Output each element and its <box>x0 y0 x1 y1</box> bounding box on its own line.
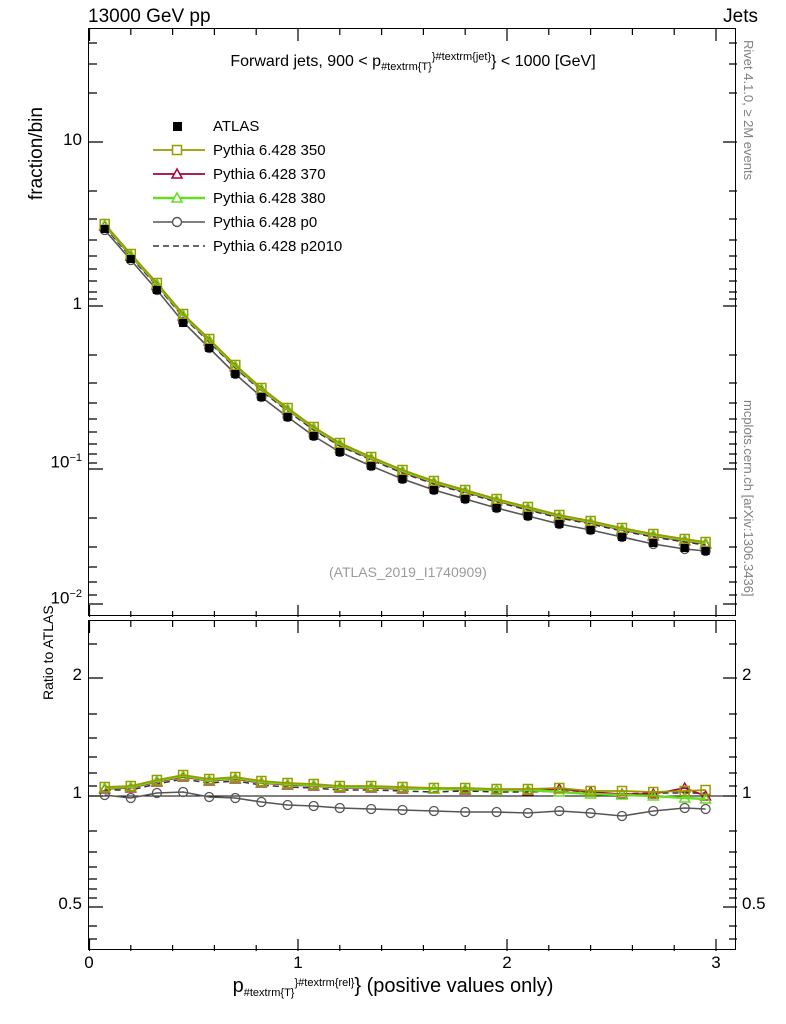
ratio-y-axis-title: Ratio to ATLAS <box>40 605 56 700</box>
open-triangle-line-icon <box>151 162 207 186</box>
filled-square-icon <box>151 114 207 138</box>
dashed-line-icon <box>151 234 207 258</box>
title-sub: #textrm{T} <box>381 60 432 73</box>
main-ytick-0.1: $10^{-1}$ <box>50 452 82 472</box>
legend-label: Pythia 6.428 p0 <box>213 213 318 231</box>
series-curve-370 <box>100 221 711 548</box>
ratio-ytick-1-left: 1 <box>72 783 82 802</box>
legend-item-350[interactable] <box>151 138 342 162</box>
rivet-events-label: Rivet 4.1.0, ≥ 2M events <box>741 40 756 181</box>
title-sup-brace: } <box>431 51 436 63</box>
title-post: < 1000 [GeV] <box>496 53 596 71</box>
ratio-plot-panel <box>88 620 736 950</box>
xtick-0: 0 <box>84 953 94 972</box>
chart-title <box>89 51 737 73</box>
mcplots-arxiv-label: mcplots.cern.ch [arXiv:1306.3436] <box>741 400 756 597</box>
legend-label: Pythia 6.428 p2010 <box>213 237 343 255</box>
legend-label: Pythia 6.428 380 <box>213 189 326 207</box>
legend-label: ATLAS <box>213 117 260 135</box>
main-ytick-10: 10 <box>63 130 82 149</box>
main-y-axis-title: fraction/bin <box>26 107 47 200</box>
x-axis-title <box>0 975 786 999</box>
series-curve-p2010 <box>105 227 706 545</box>
ratio-ytick-1-right: 1 <box>742 783 752 802</box>
legend-item-p2010[interactable] <box>151 234 342 258</box>
ratio-ytick-05-left: 0.5 <box>58 894 82 913</box>
header-beam-label: 13000 GeV pp <box>88 6 211 27</box>
xtick-1: 1 <box>293 953 303 972</box>
analysis-watermark: (ATLAS_2019_I1740909) <box>329 564 487 580</box>
xtick-3: 3 <box>711 953 721 972</box>
title-pre: Forward jets, 900 < p <box>230 53 382 71</box>
legend-item-380[interactable] <box>151 186 342 210</box>
title-sup: #textrm{jet} <box>435 51 492 63</box>
x-title-sup-brace: } <box>294 976 299 989</box>
series-curve-380 <box>100 220 711 547</box>
legend-item-p0[interactable] <box>151 210 342 234</box>
legend-item-atlas[interactable] <box>151 114 342 138</box>
main-plot-panel <box>88 28 736 616</box>
x-title-sub: #textrm{T} <box>243 986 295 999</box>
ratio-ytick-2-right: 2 <box>742 665 752 684</box>
header-category-label: Jets <box>723 6 758 27</box>
x-title-tail: (positive values only) <box>361 975 554 997</box>
xtick-2: 2 <box>502 953 512 972</box>
main-ytick-0.01: $10^{-2}$ <box>50 588 82 608</box>
series-points-atlas <box>101 225 710 555</box>
ratio-ytick-2-left: 2 <box>72 665 82 684</box>
x-title-post-brace: } <box>354 975 362 997</box>
legend <box>151 114 342 258</box>
x-title-sup: #textrm{rel} <box>298 976 355 989</box>
legend-label: Pythia 6.428 350 <box>213 141 326 159</box>
ratio-ytick-05-right: 0.5 <box>742 894 766 913</box>
open-square-line-icon <box>151 138 207 162</box>
open-circle-line-icon <box>151 210 207 234</box>
series-curve-350 <box>100 220 710 547</box>
series-curve-p0 <box>100 226 710 556</box>
x-title-main: p <box>232 975 244 997</box>
ratio-plot-canvas <box>89 621 737 951</box>
title-post-brace: } <box>491 53 497 71</box>
legend-label: Pythia 6.428 370 <box>213 165 326 183</box>
legend-item-370[interactable] <box>151 162 342 186</box>
open-triangle-line-icon <box>151 186 207 210</box>
main-ytick-1: 1 <box>72 294 82 313</box>
